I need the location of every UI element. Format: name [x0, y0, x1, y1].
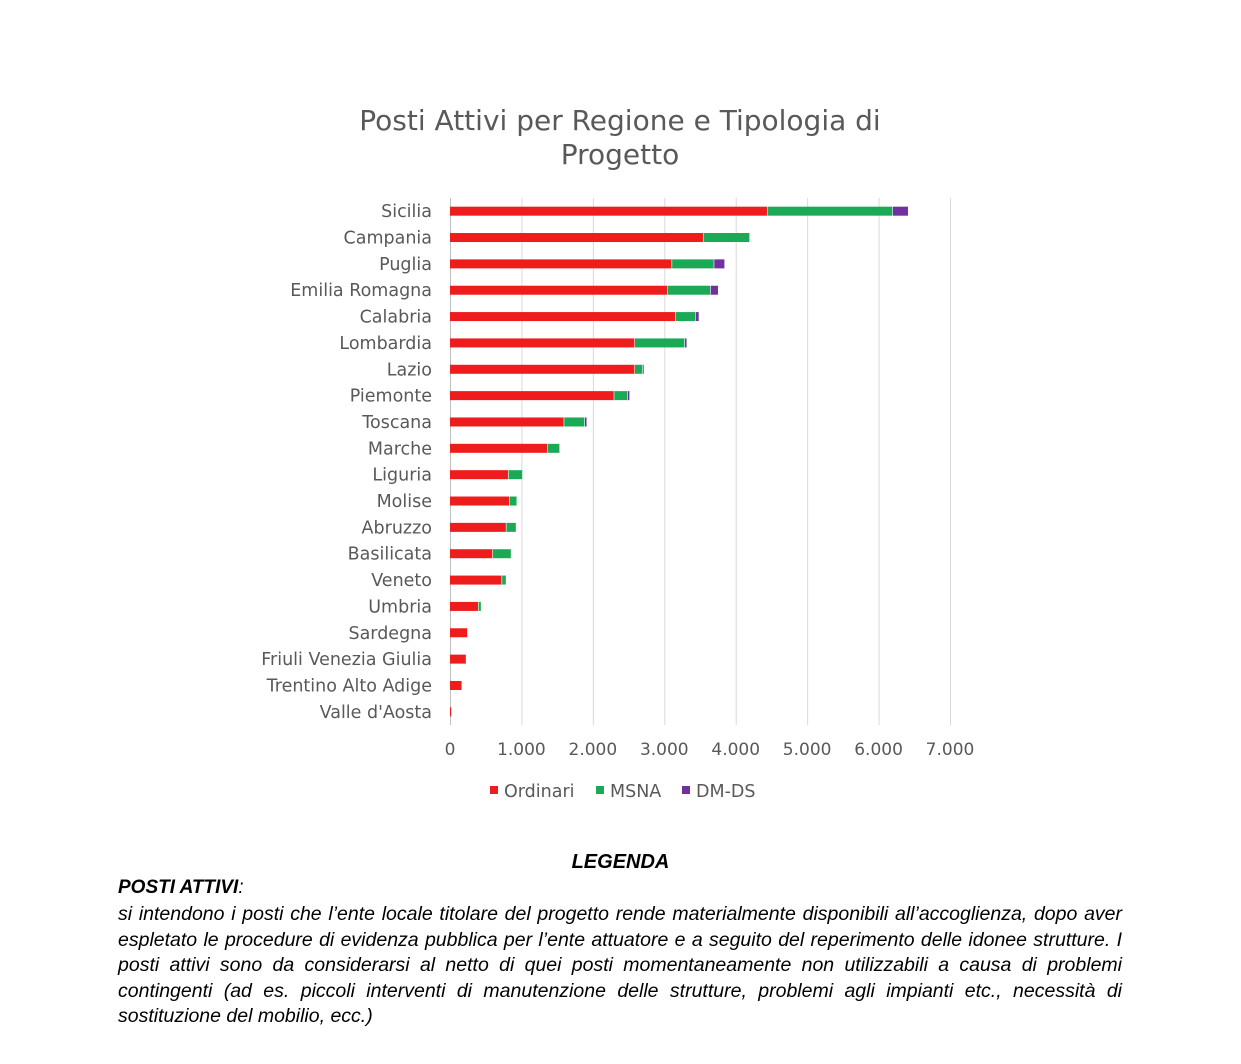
bar-ordinari [450, 497, 510, 506]
definition-term [118, 877, 244, 899]
category-label: Abruzzo [361, 518, 432, 539]
category-label: Calabria [359, 307, 432, 328]
category-label: Emilia Romagna [290, 281, 432, 302]
category-label: Trentino Alto Adige [266, 676, 432, 697]
category-label: Campania [343, 228, 432, 249]
bar-ordinari [450, 602, 479, 611]
category-labels [261, 202, 432, 723]
bar-ordinari [450, 655, 466, 664]
category-label: Puglia [379, 254, 432, 275]
bar-ordinari [450, 576, 502, 585]
bar-ordinari [450, 523, 506, 532]
gridlines [451, 198, 951, 725]
legend-swatch-dm-ds [682, 786, 690, 794]
x-tick-label: 6.000 [854, 740, 903, 760]
bar-ordinari [450, 549, 493, 558]
bar-ordinari [450, 207, 768, 216]
bar-ordinari [450, 628, 468, 637]
legend-label: MSNA [610, 782, 662, 802]
category-label: Umbria [368, 597, 432, 618]
category-label: Piemonte [349, 386, 432, 407]
bar-ordinari [450, 391, 614, 400]
bar-ordinari [450, 365, 635, 374]
bar-msna [672, 259, 714, 268]
legend-label: DM-DS [696, 782, 756, 802]
bar-ordinari [450, 312, 676, 321]
x-tick-label: 2.000 [568, 740, 618, 760]
category-label: Veneto [371, 571, 432, 592]
chart-title-line-1: Posti Attivi per Regione e Tipologia di [359, 104, 881, 137]
bar-dm-ds [893, 207, 909, 216]
bar-ordinari [450, 470, 509, 479]
bar-msna [614, 391, 628, 400]
definition-term-label: POSTI ATTIVI [118, 877, 239, 898]
category-label: Lazio [386, 360, 432, 381]
legend-swatch-ordinari [490, 786, 498, 794]
bar-msna [548, 444, 560, 453]
bar-ordinari [450, 233, 704, 242]
definition-text: si intendono i posti che l’ente locale titolare del progetto rende materialmente disponibili all’accoglienza, dopo aver espletato le procedure di evidenza pubblica per l’ente attuatore e a seguito del reperimento delle idonee strutture. I posti attivi sono da considerarsi al netto di quei posti momentaneamente non utilizzabili a causa di problemi contingenti (ad es. piccoli interventi di manutenzione delle strutture, problemi agli impianti etc., necessità di sostituzione del mobilio, ecc.) [118, 903, 1122, 1028]
bar-msna [676, 312, 696, 321]
chart-title-line-2: Progetto [560, 138, 680, 171]
x-axis-tick-labels [445, 740, 975, 760]
x-tick-label: 5.000 [782, 740, 832, 760]
category-label: Toscana [362, 412, 432, 433]
bar-ordinari [450, 681, 462, 690]
bar-msna [493, 549, 512, 558]
category-label: Liguria [372, 465, 432, 486]
bar-ordinari [450, 338, 635, 347]
category-label: Lombardia [339, 333, 432, 354]
bars [450, 207, 909, 717]
bar-msna [502, 576, 506, 585]
category-label: Friuli Venezia Giulia [261, 650, 432, 671]
chart-legend [490, 782, 755, 802]
category-label: Marche [367, 439, 432, 460]
bar-msna [704, 233, 750, 242]
bar-ordinari [450, 259, 672, 268]
bar-dm-ds [714, 259, 725, 268]
x-tick-label: 4.000 [711, 740, 761, 760]
category-label: Sardegna [348, 623, 432, 644]
bar-msna [635, 365, 643, 374]
x-tick-label: 7.000 [925, 740, 975, 760]
legend-swatch-msna [596, 786, 604, 794]
bar-msna [564, 417, 585, 426]
bar-msna [510, 497, 517, 506]
bar-ordinari [450, 444, 548, 453]
bar-msna [768, 207, 893, 216]
bar-ordinari [450, 286, 668, 295]
definition-term-colon: : [238, 877, 244, 898]
legenda-heading: LEGENDA [571, 851, 670, 873]
category-label: Molise [376, 492, 432, 513]
bar-msna [506, 523, 516, 532]
legend-label: Ordinari [504, 782, 575, 802]
category-label: Basilicata [347, 544, 432, 565]
category-label: Sicilia [381, 202, 432, 223]
bar-dm-ds [711, 286, 719, 295]
category-label: Valle d'Aosta [319, 702, 432, 723]
bar-msna [668, 286, 711, 295]
bar-msna [509, 470, 523, 479]
bar-ordinari [450, 417, 564, 426]
bar-msna [635, 338, 685, 347]
x-tick-label: 0 [444, 740, 456, 760]
x-tick-label: 3.000 [639, 740, 689, 760]
x-tick-label: 1.000 [497, 740, 546, 760]
